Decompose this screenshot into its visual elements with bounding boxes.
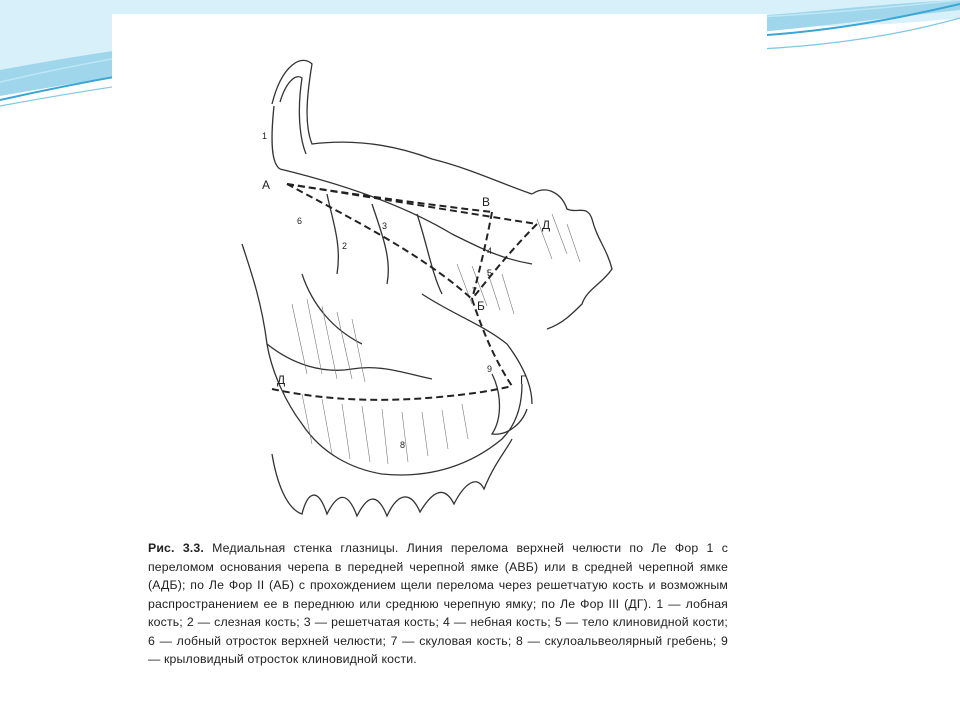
maxilla-outline: [242, 244, 522, 475]
teeth-outline: [272, 439, 512, 516]
point-label-D-lower: Д: [277, 373, 286, 387]
document-page: [112, 14, 767, 706]
bone-number-2: 2: [342, 241, 348, 251]
bone-number-1: 1: [262, 131, 268, 141]
skull-medial-orbit-illustration: [232, 44, 652, 524]
bone-number-3: 3: [382, 221, 388, 231]
figure-caption-label: Рис. 3.3.: [148, 541, 204, 555]
bone-number-6: 6: [297, 216, 303, 226]
bone-number-4: 4: [487, 246, 493, 256]
bone-number-5: 5: [487, 268, 493, 278]
fracture-line-AB: [287, 184, 472, 299]
bone-number-9: 9: [487, 364, 493, 374]
point-label-V: В: [482, 195, 491, 209]
point-label-A: А: [262, 178, 271, 192]
fracture-line-AV: [287, 184, 492, 212]
bone-number-7: 7: [472, 286, 478, 296]
figure-caption: [148, 539, 728, 669]
point-label-D-upper: Д: [542, 218, 551, 232]
fracture-line-DG: [272, 386, 512, 400]
bone-number-8: 8: [400, 440, 406, 450]
figure-caption-text: Медиальная стенка глазницы. Линия перелома верхней челюсти по Ле Фор 1 с переломом основания черепа в передней черепной ямке (АВБ) или в средней черепной ямке (АДБ); по Ле Фор II (АБ) с прохождением щели перелома через решетчатую кость и возможным распространением ее в переднюю или среднюю черепную ямку; по Ле Фор III (ДГ). 1 — лобная кость; 2 — слезная кость; 3 — решетчатая кость; 4 — небная кость; 5 — тело клиновидной кости; 6 — лобный отросток верхней челюсти; 7 — скуловая кость; 8 — скулоальвеолярный гребень; 9 — крыловидный отросток клиновидной кости.: [148, 541, 728, 666]
sphenoid-outline: [532, 190, 612, 329]
fracture-line-AD: [287, 184, 537, 224]
point-label-G: Г: [520, 373, 527, 387]
shading-hatching: [292, 214, 580, 464]
frontal-bone-outline: [272, 60, 532, 194]
point-label-B: Б: [477, 299, 485, 313]
